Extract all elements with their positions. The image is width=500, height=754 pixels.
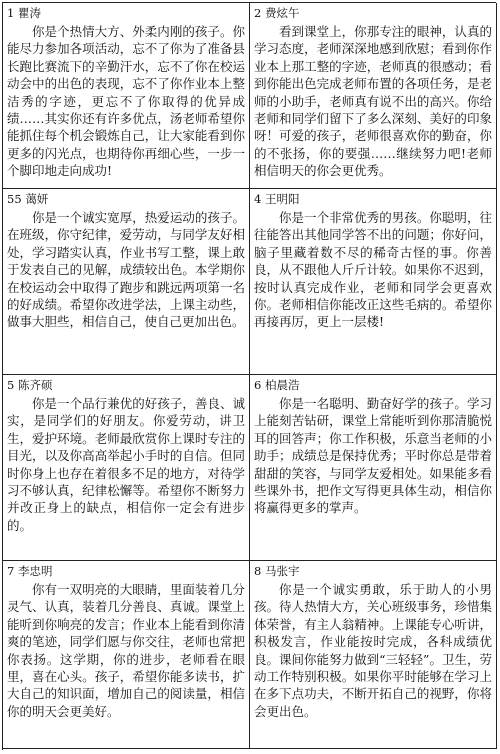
comment-cell-6 — [250, 375, 497, 561]
student-header: 4 王明阳 — [254, 192, 300, 206]
comment-cell-8 — [250, 561, 497, 749]
student-header: 7 李忠明 — [7, 564, 53, 578]
comment-text: 看到课堂上，你那专注的眼神，认真的学习态度，老师深深地感到欣慰；看到你作业本上那工整的字迹，老师真的很感动；看到你能出色完成老师布置的各项任务，是老师的小助手，老师真有说不出的高兴。你给老师和同学们留下了多么深刻、美好的印象呀！可爱的孩子，老师很喜欢你的勤奋，你的不张扬，你的要强……继续努力吧!老师相信明天的你会更优秀。 — [254, 24, 492, 179]
comment-cell-5 — [3, 375, 250, 561]
comment-cell-3 — [3, 189, 250, 375]
student-header: 2 费炫午 — [254, 6, 300, 20]
student-header: 8 马张宇 — [254, 564, 300, 578]
comments-table — [2, 2, 496, 750]
comment-text: 你是一个非常优秀的男孩。你聪明，往往能答出其他同学答不出的问题；你好问，脑子里藏着数不尽的稀奇古怪的事。你善良，从不跟他人斤斤计较。如果你不迟到，按时认真完成作业，老师和同学会更喜欢你。老师相信你能改正这些毛病的。希望你再接再厉，更上一层楼! — [254, 210, 492, 330]
comment-cell-2 — [250, 3, 497, 189]
comment-cell-4 — [250, 189, 497, 375]
student-header: 1 瞿涛 — [7, 6, 41, 20]
comment-text: 你是个热情大方、外柔内刚的孩子。你能尽力参加各项活动，忘不了你为了准备县长跑比赛流下的辛勤汗水，忘不了你在校运动会中的出色的表现，忘不了你作业本上整洁秀的字迹，更忘不了你取得的优异成绩……其实你还有许多优点，汤老师希望你能抓住每个机会锻炼自己，让大家能看到你更多的闪光点，也期待你再细心些，一步一个脚印地走向成功! — [7, 24, 245, 179]
comment-text: 你有一双明亮的大眼睛，里面装着几分灵气、认真，装着几分善良、真诚。课堂上能听到你响亮的发言；作业本上能看到你清爽的笔迹，同学们愿与你交往，老师也常把你表扬。这学期，你的进步，老师看在眼里，喜在心头。孩子，希望你能多读书，扩大自己的知识面，增加自己的阅读量，相信你的明天会更美好。 — [7, 582, 245, 719]
student-header: 5 陈齐硕 — [7, 378, 53, 392]
comment-cell-7 — [3, 561, 250, 749]
student-header: 6 柏晨浩 — [254, 378, 300, 392]
comment-cell-1 — [3, 3, 250, 189]
comment-text: 你是一个诚实宽厚，热爱运动的孩子。在班级，你守纪律，爱劳动，与同学友好相处，学习踏实认真，作业书写工整，课上敢于发表自己的见解，成绩较出色。本学期你在校运动会中取得了跑步和跳远两项第一名的好成绩。希望你改进学法，上课主动些，做事大胆些，相信自己，使自己更加出色。 — [7, 210, 245, 330]
student-header: 55 蔼妍 — [7, 192, 49, 206]
comment-text: 你是一个品行兼优的好孩子，善良、诚实，是同学们的好朋友。你爱劳动，讲卫生，爱护环境。老师最欣赏你上课时专注的目光，以及你高高举起小手时的自信。但同时你身上也存在着很多不足的地方，对待学习不够认真，纪律松懈等。希望你不断努力并改正身上的缺点，相信你一定会有进步的。 — [7, 396, 245, 533]
comment-text: 你是一名聪明、勤奋好学的孩子。学习上能刻苦钻研，课堂上常能听到你那清脆悦耳的回答声；你工作积极，乐意当老师的小助手；成绩总是保持优秀；平时你总是带着甜甜的笑容，与同学友爱相处。如果能多看些课外书，把作文写得更具体生动，相信你将赢得更多的掌声。 — [254, 396, 492, 516]
comment-text: 你是一个诚实勇敢，乐于助人的小男孩。待人热情大方，关心班级事务，珍惜集体荣誉，有主人翁精神。上课能专心听讲，积极发言，作业能按时完成，各科成绩优良。课间你能努力做到“三轻轻”。卫生，劳动工作特别积极。如果你平时能够在学习上在多下点功夫，不断开拓自己的视野，你将会更出色。 — [254, 582, 492, 719]
